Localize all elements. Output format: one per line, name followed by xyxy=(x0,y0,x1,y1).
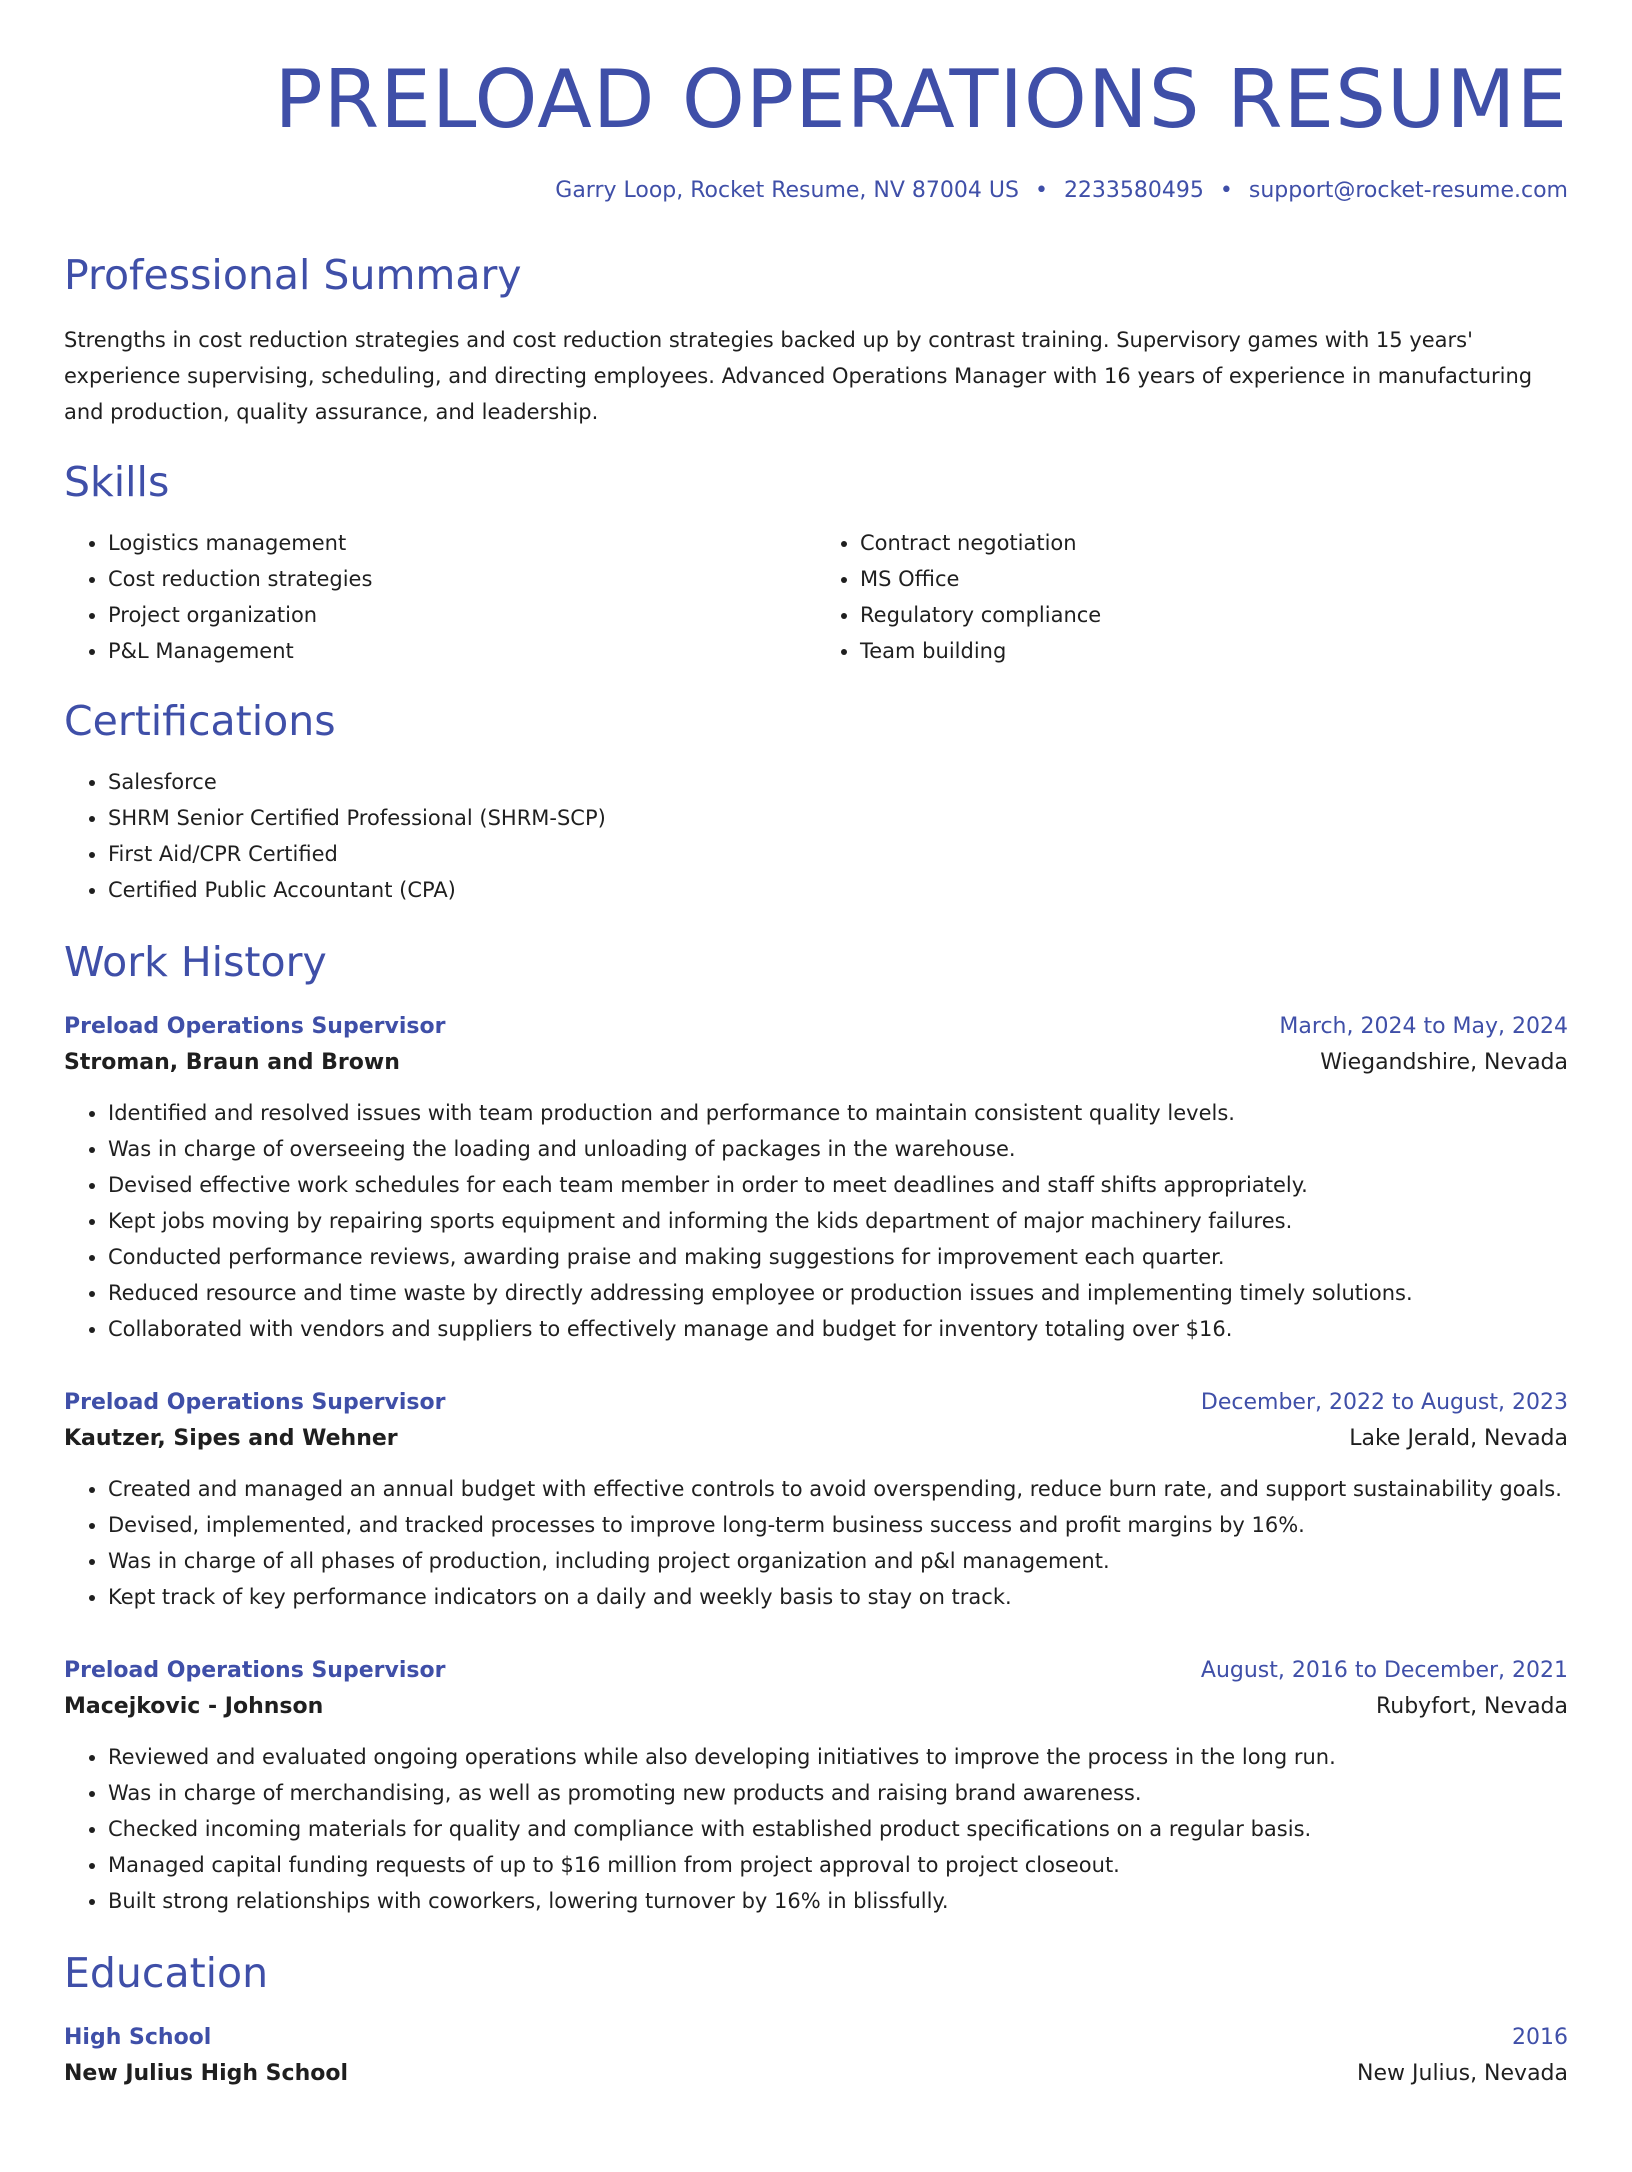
job-company: Stroman, Braun and Brown xyxy=(64,1050,400,1075)
job-bullet: • Identified and resolved issues with team production and performance to maintain consistent quality levels. xyxy=(108,1095,1568,1131)
skill-item: • Logistics management xyxy=(108,525,816,561)
job-subheader xyxy=(64,1045,1568,1081)
education-school: New Julius High School xyxy=(64,2061,349,2086)
skills-list-right xyxy=(816,525,1568,669)
job-bullet: • Conducted performance reviews, awarding praise and making suggestions for improvement each quarter. xyxy=(108,1239,1568,1275)
job-dates: August, 2016 to December, 2021 xyxy=(1200,1658,1568,1683)
skill-item: • MS Office xyxy=(860,561,1568,597)
job-subheader xyxy=(64,1421,1568,1457)
job-location: Wiegandshire, Nevada xyxy=(1320,1050,1568,1075)
contact-separator: • xyxy=(1034,178,1048,203)
job-bullet: • Reduced resource and time waste by directly addressing employee or production issues and implementing timely solutions. xyxy=(108,1275,1568,1311)
education-subheader xyxy=(64,2056,1568,2092)
job-company: Kautzer, Sipes and Wehner xyxy=(64,1426,398,1451)
job-bullet: • Checked incoming materials for quality and compliance with established product specifications on a regular basis. xyxy=(108,1811,1568,1847)
education-year: 2016 xyxy=(1512,2025,1568,2050)
job-bullet: • Collaborated with vendors and suppliers to effectively manage and budget for inventory totaling over $16. xyxy=(108,1311,1568,1347)
contact-email[interactable]: support@rocket-resume.com xyxy=(1248,178,1568,203)
job-title: Preload Operations Supervisor xyxy=(64,1658,446,1683)
certifications-list xyxy=(64,764,1568,908)
certification-item: • First Aid/CPR Certified xyxy=(108,836,1568,872)
education-entry xyxy=(64,2020,1568,2092)
certification-item: • SHRM Senior Certified Professional (SHRM-SCP) xyxy=(108,800,1568,836)
job-header xyxy=(64,1385,1568,1421)
job-bullet: • Built strong relationships with coworkers, lowering turnover by 16% in blissfully. xyxy=(108,1883,1568,1919)
job-bullet: • Was in charge of all phases of production, including project organization and p&l management. xyxy=(108,1543,1568,1579)
contact-phone: 2233580495 xyxy=(1063,178,1204,203)
job-subheader xyxy=(64,1689,1568,1725)
job-bullet: • Kept track of key performance indicators on a daily and weekly basis to stay on track. xyxy=(108,1579,1568,1615)
job-bullet: • Reviewed and evaluated ongoing operations while also developing initiatives to improve the process in the long run. xyxy=(108,1739,1568,1775)
job-dates: December, 2022 to August, 2023 xyxy=(1200,1390,1568,1415)
job-bullet: • Created and managed an annual budget with effective controls to avoid overspending, reduce burn rate, and support sustainability goals. xyxy=(108,1471,1568,1507)
job-location: Lake Jerald, Nevada xyxy=(1349,1426,1568,1451)
education-degree: High School xyxy=(64,2025,212,2050)
summary-text: Strengths in cost reduction strategies and cost reduction strategies backed up by contrast training. Supervisory games with 15 years' experience supervising, scheduling, and directing employees. Advanced Operations Manager with 16 years of experience in manufacturing and production, quality assurance, and leadership. xyxy=(64,328,1533,424)
job-dates: March, 2024 to May, 2024 xyxy=(1279,1014,1568,1039)
certifications-heading: Certifications xyxy=(64,697,336,745)
resume-title: PRELOAD OPERATIONS RESUME xyxy=(274,53,1568,146)
skills-list-left xyxy=(64,525,816,669)
contact-separator: • xyxy=(1219,178,1233,203)
job-entry xyxy=(64,1009,1568,1347)
job-bullet: • Was in charge of overseeing the loading and unloading of packages in the warehouse. xyxy=(108,1131,1568,1167)
certification-item: • Certified Public Accountant (CPA) xyxy=(108,872,1568,908)
job-bullet: • Kept jobs moving by repairing sports equipment and informing the kids department of major machinery failures. xyxy=(108,1203,1568,1239)
job-entry xyxy=(64,1653,1568,1919)
job-header xyxy=(64,1653,1568,1689)
skills-heading: Skills xyxy=(64,458,170,506)
skill-item: • Regulatory compliance xyxy=(860,597,1568,633)
job-company: Macejkovic - Johnson xyxy=(64,1694,324,1719)
resume-page xyxy=(0,53,1632,2172)
job-bullet: • Devised, implemented, and tracked processes to improve long-term business success and profit margins by 16%. xyxy=(108,1507,1568,1543)
job-bullets xyxy=(64,1739,1568,1919)
education-header xyxy=(64,2020,1568,2056)
job-bullet: • Devised effective work schedules for each team member in order to meet deadlines and staff shifts appropriately. xyxy=(108,1167,1568,1203)
job-bullets xyxy=(64,1471,1568,1615)
skill-item: • P&L Management xyxy=(108,633,816,669)
job-entry xyxy=(64,1385,1568,1615)
job-bullet: • Managed capital funding requests of up to $16 million from project approval to project closeout. xyxy=(108,1847,1568,1883)
skill-item: • Team building xyxy=(860,633,1568,669)
summary-heading: Professional Summary xyxy=(64,251,522,299)
job-header xyxy=(64,1009,1568,1045)
contact-address: Garry Loop, Rocket Resume, NV 87004 US xyxy=(555,178,1019,203)
contact-line xyxy=(64,178,1568,203)
skills-grid xyxy=(64,525,1568,669)
skill-item: • Contract negotiation xyxy=(860,525,1568,561)
certification-item: • Salesforce xyxy=(108,764,1568,800)
education-location: New Julius, Nevada xyxy=(1357,2061,1568,2086)
job-bullet: • Was in charge of merchandising, as well as promoting new products and raising brand awareness. xyxy=(108,1775,1568,1811)
job-location: Rubyfort, Nevada xyxy=(1375,1694,1568,1719)
job-bullets xyxy=(64,1095,1568,1347)
job-title: Preload Operations Supervisor xyxy=(64,1390,446,1415)
skill-item: • Project organization xyxy=(108,597,816,633)
job-title: Preload Operations Supervisor xyxy=(64,1014,446,1039)
skill-item: • Cost reduction strategies xyxy=(108,561,816,597)
work-history-heading: Work History xyxy=(64,938,327,986)
education-heading: Education xyxy=(64,1949,269,1997)
